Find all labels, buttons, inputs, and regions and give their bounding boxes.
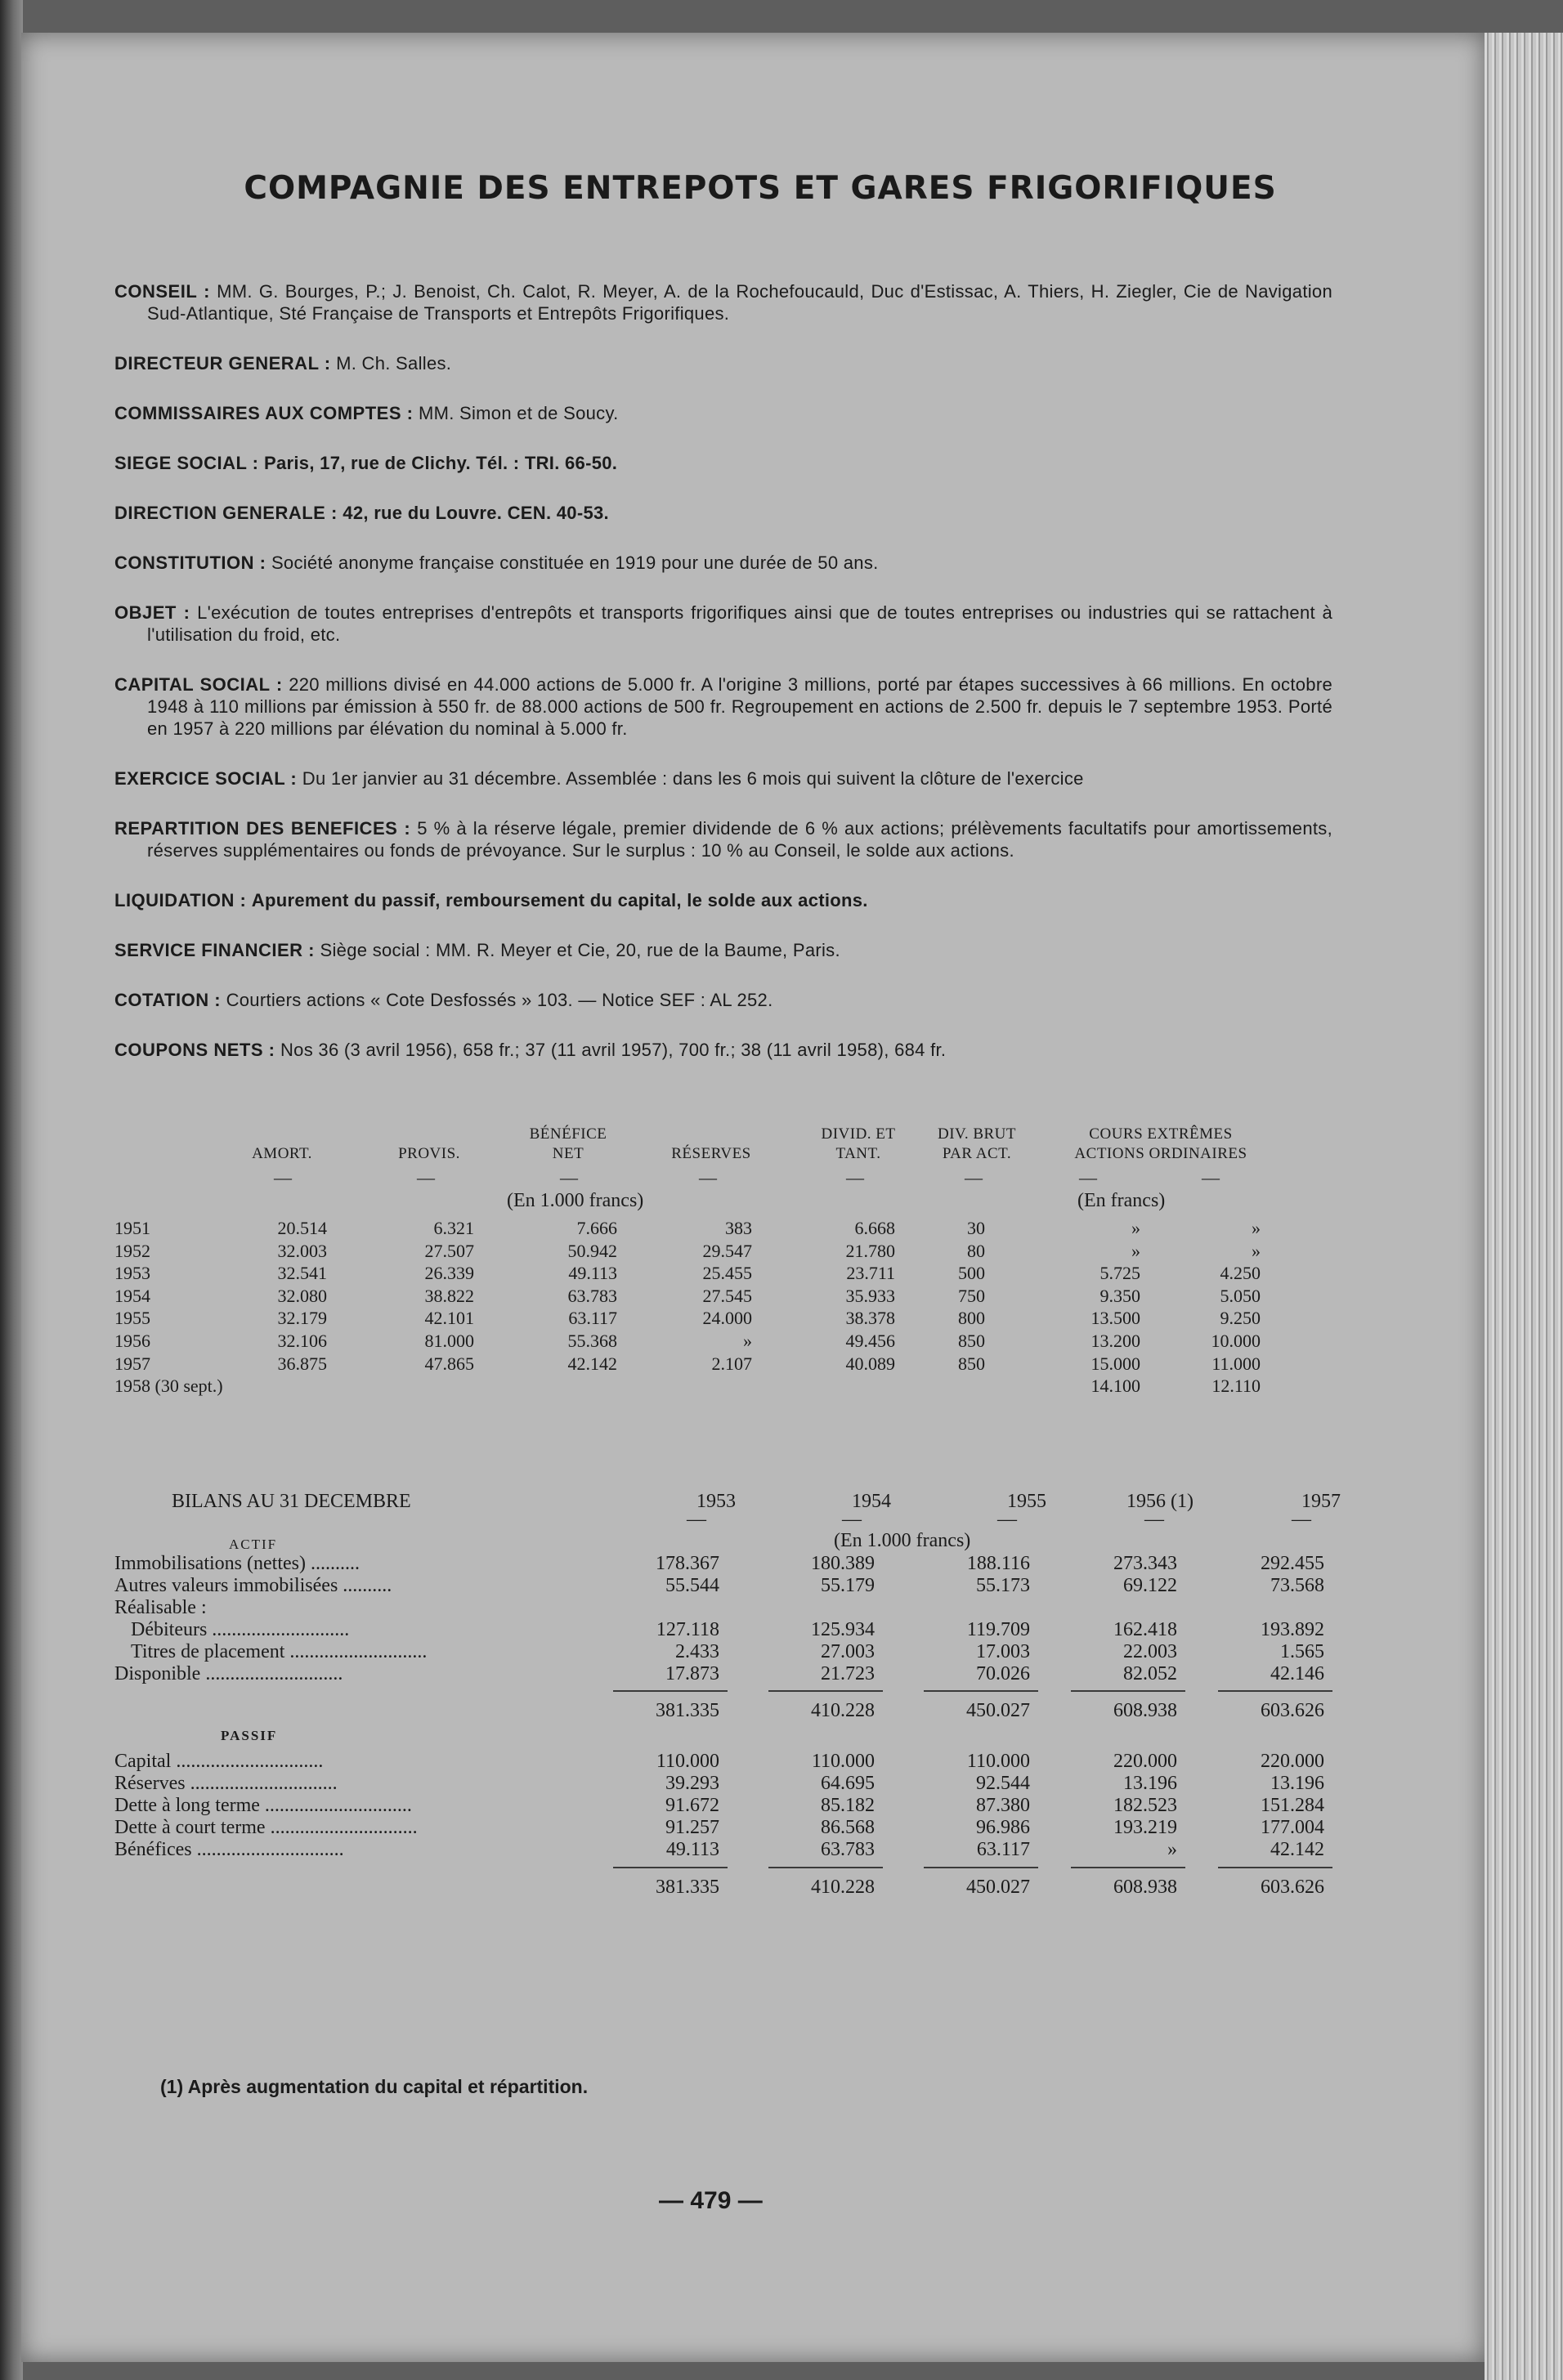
bilan-value: 55.173	[976, 1575, 1030, 1596]
bilan-value: 96.986	[976, 1817, 1030, 1838]
bilan-year: 1954	[852, 1491, 891, 1512]
value-cell: 38.822	[424, 1285, 474, 1306]
bilan-value: »	[1167, 1839, 1177, 1860]
year-cell: 1958 (30 sept.)	[114, 1376, 223, 1397]
column-rule: —	[965, 1167, 983, 1188]
value-cell: 55.368	[567, 1331, 617, 1351]
total-rule	[1218, 1690, 1332, 1692]
value-cell: 32.541	[277, 1263, 327, 1284]
bilan-value: 13.196	[1270, 1773, 1324, 1794]
year-cell: 1956	[114, 1331, 150, 1351]
footnote: (1) Après augmentation du capital et répartition.	[160, 2076, 589, 2097]
year-cell: 1951	[114, 1218, 150, 1238]
bilan-value: 64.695	[821, 1773, 875, 1794]
column-rule: —	[560, 1167, 578, 1188]
value-cell: 383	[725, 1218, 752, 1238]
value-cell: 24.000	[702, 1308, 752, 1329]
info-entry	[114, 452, 1332, 474]
value-cell: 32.106	[277, 1331, 327, 1351]
bilan-unit: (En 1.000 francs)	[834, 1530, 971, 1551]
value-cell: 6.321	[433, 1218, 474, 1238]
stock-row	[114, 1376, 1341, 1397]
info-label: DIRECTEUR GENERAL :	[114, 353, 331, 374]
bilan-value: 42.142	[1270, 1839, 1324, 1860]
info-label: SERVICE FINANCIER :	[114, 940, 316, 960]
stock-row	[114, 1241, 1341, 1262]
bilan-total: 603.626	[1261, 1700, 1324, 1721]
bilan-value: 180.389	[811, 1553, 875, 1574]
info-text: Siège social : MM. R. Meyer et Cie, 20, rue de la Baume, Paris.	[320, 940, 840, 960]
stock-unit-left: (En 1.000 francs)	[507, 1190, 644, 1211]
bilan-value: 110.000	[656, 1751, 719, 1772]
info-text: Paris, 17, rue de Clichy. Tél. : TRI. 66-50.	[264, 453, 618, 473]
info-entry	[114, 767, 1332, 790]
bilan-year: 1955	[1007, 1491, 1046, 1512]
bilan-value: 119.709	[966, 1619, 1030, 1640]
stock-row	[114, 1331, 1341, 1352]
value-cell: 81.000	[424, 1331, 474, 1351]
bilan-value: 42.146	[1270, 1663, 1324, 1684]
bilan-value: 177.004	[1261, 1817, 1324, 1838]
column-rule: —	[846, 1167, 864, 1188]
info-label: COMMISSAIRES AUX COMPTES :	[114, 403, 414, 423]
value-cell: 49.113	[568, 1263, 617, 1284]
bilan-total: 450.027	[966, 1700, 1030, 1721]
bilan-value: 63.783	[821, 1839, 875, 1860]
value-cell: »	[1131, 1240, 1140, 1261]
value-cell: 32.179	[277, 1308, 327, 1329]
value-cell: »	[1131, 1218, 1140, 1238]
bilan-row-label: Débiteurs ............................	[131, 1619, 350, 1640]
value-cell: »	[1252, 1218, 1261, 1238]
info-text: 5 % à la réserve légale, premier dividende de 6 % aux actions; prélèvements facultatifs pour amortissements, réserves supplémentaires ou fonds de prévoyance. Sur le surplus : 10 % au Conseil, le solde aux actions.	[147, 818, 1332, 861]
bilan-total: 381.335	[656, 1877, 719, 1898]
total-rule	[613, 1867, 728, 1868]
info-label: LIQUIDATION :	[114, 890, 247, 910]
bilan-value: 39.293	[665, 1773, 719, 1794]
info-entry	[114, 280, 1332, 324]
info-text: Société anonyme française constituée en 1919 pour une durée de 50 ans.	[271, 552, 879, 573]
bilan-value: 127.118	[656, 1619, 719, 1640]
info-text: M. Ch. Salles.	[336, 353, 452, 374]
info-entry	[114, 502, 1332, 524]
value-cell: 9.350	[1099, 1285, 1140, 1306]
bilan-value: 151.284	[1261, 1795, 1324, 1816]
info-text: L'exécution de toutes entreprises d'entrepôts et transports frigorifiques ainsi que de toutes entreprises ou industries qui se rattachent à l'utilisation du froid, etc.	[147, 602, 1332, 645]
page-edges	[1485, 33, 1563, 2380]
value-cell: 2.107	[711, 1353, 752, 1374]
bilan-row-label: Autres valeurs immobilisées ..........	[114, 1575, 392, 1596]
value-cell: 6.668	[854, 1218, 895, 1238]
year-cell: 1955	[114, 1308, 150, 1329]
stock-col-header: COURS EXTRÊMES ACTIONS ORDINAIRES	[1074, 1125, 1247, 1162]
info-entry	[114, 673, 1332, 740]
stock-row	[114, 1353, 1341, 1375]
bilan-value: 162.418	[1113, 1619, 1177, 1640]
stock-col-header: RÉSERVES	[671, 1145, 751, 1162]
stock-unit-right: (En francs)	[1077, 1190, 1166, 1211]
year-cell: 1954	[114, 1285, 150, 1306]
stock-row	[114, 1218, 1341, 1239]
value-cell: »	[743, 1331, 752, 1351]
bilan-row-label: Dette à long terme ..............................	[114, 1795, 412, 1816]
info-entry	[114, 817, 1332, 861]
value-cell: 38.378	[845, 1308, 895, 1329]
column-rule: —	[1292, 1509, 1311, 1530]
value-cell: 26.339	[424, 1263, 474, 1284]
bilan-year: 1956 (1)	[1126, 1491, 1194, 1512]
value-cell: 5.725	[1099, 1263, 1140, 1284]
value-cell: 21.780	[845, 1240, 895, 1261]
value-cell: 14.100	[1091, 1376, 1140, 1397]
stock-col-header: DIV. BRUT PAR ACT.	[938, 1125, 1016, 1162]
value-cell: 47.865	[424, 1353, 474, 1374]
value-cell: 10.000	[1211, 1331, 1261, 1351]
value-cell: 32.080	[277, 1285, 327, 1306]
info-label: COTATION :	[114, 990, 222, 1010]
bilan-value: 91.257	[665, 1817, 719, 1838]
bilan-value: 27.003	[821, 1641, 875, 1662]
column-rule: —	[687, 1509, 706, 1530]
column-rule: —	[997, 1509, 1017, 1530]
value-cell: 42.101	[424, 1308, 474, 1329]
total-rule	[768, 1690, 883, 1692]
info-entry	[114, 402, 1332, 424]
info-text: Nos 36 (3 avril 1956), 658 fr.; 37 (11 avril 1957), 700 fr.; 38 (11 avril 1958), 684 fr.	[280, 1040, 947, 1060]
info-text: 42, rue du Louvre. CEN. 40-53.	[343, 503, 609, 523]
value-cell: 42.142	[567, 1353, 617, 1374]
actif-heading: ACTIF	[229, 1537, 278, 1552]
info-label: CONSEIL :	[114, 281, 210, 302]
bilan-value: 86.568	[821, 1817, 875, 1838]
value-cell: 750	[958, 1285, 985, 1306]
total-rule	[768, 1867, 883, 1868]
value-cell: 15.000	[1091, 1353, 1140, 1374]
info-label: CONSTITUTION :	[114, 552, 266, 573]
bilan-total: 608.938	[1113, 1877, 1177, 1898]
document-page	[21, 33, 1485, 2362]
stock-table	[114, 1125, 1332, 1427]
bilan-value: 49.113	[665, 1839, 719, 1860]
value-cell: 5.050	[1220, 1285, 1261, 1306]
value-cell: 500	[958, 1263, 985, 1284]
bilan-value: 55.544	[665, 1575, 719, 1596]
bilan-value: 273.343	[1113, 1553, 1177, 1574]
bilan-value: 182.523	[1113, 1795, 1177, 1816]
column-rule: —	[1144, 1509, 1164, 1530]
total-rule	[924, 1867, 1038, 1868]
value-cell: 35.933	[845, 1285, 895, 1306]
value-cell: 800	[958, 1308, 985, 1329]
value-cell: 20.514	[277, 1218, 327, 1238]
page-number: — 479 —	[659, 2187, 763, 2214]
book-spine	[0, 0, 23, 2380]
value-cell: 9.250	[1220, 1308, 1261, 1329]
info-entry	[114, 602, 1332, 646]
value-cell: 32.003	[277, 1240, 327, 1261]
column-rule: —	[417, 1167, 435, 1188]
bilan-total: 450.027	[966, 1877, 1030, 1898]
value-cell: 25.455	[702, 1263, 752, 1284]
bilan-total: 608.938	[1113, 1700, 1177, 1721]
value-cell: 29.547	[702, 1240, 752, 1261]
bilan-row-label: Immobilisations (nettes) ..........	[114, 1553, 360, 1574]
column-rule: —	[274, 1167, 292, 1188]
bilan-value: 70.026	[976, 1663, 1030, 1684]
column-rule: —	[1079, 1167, 1097, 1188]
value-cell: 11.000	[1211, 1353, 1261, 1374]
info-entry	[114, 939, 1332, 961]
column-rule: —	[699, 1167, 717, 1188]
value-cell: 40.089	[845, 1353, 895, 1374]
bilan-value: 63.117	[976, 1839, 1030, 1860]
balance-sheet	[114, 1491, 1341, 2014]
bilan-value: 73.568	[1270, 1575, 1324, 1596]
bilan-value: 55.179	[821, 1575, 875, 1596]
value-cell: 4.250	[1220, 1263, 1261, 1284]
company-info	[114, 280, 1332, 1061]
value-cell: 36.875	[277, 1353, 327, 1374]
info-label: COUPONS NETS :	[114, 1040, 275, 1060]
value-cell: »	[1252, 1240, 1261, 1261]
bilan-total: 603.626	[1261, 1877, 1324, 1898]
info-text: Du 1er janvier au 31 décembre. Assemblée : dans les 6 mois qui suivent la clôture de l'exercice	[302, 768, 1084, 789]
bilan-value: 21.723	[821, 1663, 875, 1684]
info-label: DIRECTION GENERALE :	[114, 503, 338, 523]
year-cell: 1957	[114, 1353, 150, 1374]
bilan-total: 410.228	[811, 1700, 875, 1721]
stock-row	[114, 1263, 1341, 1284]
bilan-value: 220.000	[1261, 1751, 1324, 1772]
value-cell: 50.942	[567, 1240, 617, 1261]
value-cell: 13.200	[1091, 1331, 1140, 1351]
value-cell: 27.545	[702, 1285, 752, 1306]
bilan-title: BILANS AU 31 DECEMBRE	[172, 1491, 411, 1512]
value-cell: 7.666	[576, 1218, 617, 1238]
stock-col-header: DIVID. ET TANT.	[821, 1125, 896, 1162]
stock-col-header: AMORT.	[252, 1145, 312, 1162]
value-cell: 63.117	[568, 1308, 617, 1329]
info-label: EXERCICE SOCIAL :	[114, 768, 298, 789]
value-cell: 49.456	[845, 1331, 895, 1351]
page-content	[114, 170, 1341, 2014]
bilan-value: 125.934	[811, 1619, 875, 1640]
info-entry	[114, 889, 1332, 911]
column-rule: —	[842, 1509, 862, 1530]
realisable-label: Réalisable :	[114, 1597, 207, 1618]
bilan-row-label: Capital ..............................	[114, 1751, 324, 1772]
bilan-value: 82.052	[1123, 1663, 1177, 1684]
stock-col-header: PROVIS.	[398, 1145, 460, 1162]
bilan-value: 22.003	[1123, 1641, 1177, 1662]
info-entry	[114, 989, 1332, 1011]
bilan-value: 178.367	[656, 1553, 719, 1574]
bilan-value: 2.433	[675, 1641, 719, 1662]
bilan-value: 193.219	[1113, 1817, 1177, 1838]
info-label: REPARTITION DES BENEFICES :	[114, 818, 411, 839]
value-cell: 12.110	[1211, 1376, 1261, 1397]
total-rule	[1071, 1690, 1185, 1692]
info-text: MM. Simon et de Soucy.	[418, 403, 619, 423]
bilan-row-label: Bénéfices ..............................	[114, 1839, 344, 1860]
info-label: SIEGE SOCIAL :	[114, 453, 259, 473]
bilan-value: 91.672	[665, 1795, 719, 1816]
bilan-value: 17.003	[976, 1641, 1030, 1662]
info-text: Apurement du passif, remboursement du capital, le solde aux actions.	[251, 890, 868, 910]
bilan-row-label: Disponible ............................	[114, 1663, 343, 1684]
bilan-value: 292.455	[1261, 1553, 1324, 1574]
bilan-value: 69.122	[1123, 1575, 1177, 1596]
bilan-row-label: Titres de placement ............................	[131, 1641, 428, 1662]
value-cell: 63.783	[567, 1285, 617, 1306]
total-rule	[1071, 1867, 1185, 1868]
year-cell: 1952	[114, 1240, 150, 1261]
value-cell: 30	[967, 1218, 985, 1238]
total-rule	[924, 1690, 1038, 1692]
bilan-value: 87.380	[976, 1795, 1030, 1816]
info-text: MM. G. Bourges, P.; J. Benoist, Ch. Calot, R. Meyer, A. de la Rochefoucauld, Duc d'Estissac, A. Thiers, H. Ziegler, Cie de Navigation Sud-Atlantique, Sté Française de Transports et Entrepôts Frigorifiques.	[147, 281, 1332, 324]
value-cell: 27.507	[424, 1240, 474, 1261]
bilan-value: 193.892	[1261, 1619, 1324, 1640]
info-text: 220 millions divisé en 44.000 actions de 5.000 fr. A l'origine 3 millions, porté par étapes successives à 66 millions. En octobre 1948 à 110 millions par émission à 550 fr. de 88.000 actions de 500 fr. Regroupement en actions de 2.500 fr. depuis le 7 septembre 1953. Porté en 1957 à 220 millions par élévation du nominal à 5.000 fr.	[147, 674, 1332, 739]
bilan-total: 381.335	[656, 1700, 719, 1721]
bilan-value: 92.544	[976, 1773, 1030, 1794]
bilan-value: 13.196	[1123, 1773, 1177, 1794]
bilan-value: 17.873	[665, 1663, 719, 1684]
total-rule	[613, 1690, 728, 1692]
bilan-year: 1957	[1301, 1491, 1341, 1512]
info-entry	[114, 1039, 1332, 1061]
bilan-total: 410.228	[811, 1877, 875, 1898]
page-title: COMPAGNIE DES ENTREPOTS ET GARES FRIGORIFIQUES	[244, 170, 1277, 207]
total-rule	[1218, 1867, 1332, 1868]
value-cell: 850	[958, 1353, 985, 1374]
bilan-value: 110.000	[811, 1751, 875, 1772]
bilan-row-label: Dette à court terme ..............................	[114, 1817, 418, 1838]
year-cell: 1953	[114, 1263, 150, 1284]
bilan-value: 1.565	[1280, 1641, 1324, 1662]
bilan-row-label: Réserves ..............................	[114, 1773, 338, 1794]
info-entry	[114, 352, 1332, 374]
column-rule: —	[1202, 1167, 1220, 1188]
bilan-value: 220.000	[1113, 1751, 1177, 1772]
value-cell: 80	[967, 1240, 985, 1261]
info-text: Courtiers actions « Cote Desfossés » 103. — Notice SEF : AL 252.	[226, 990, 773, 1010]
info-entry	[114, 552, 1332, 574]
value-cell: 850	[958, 1331, 985, 1351]
value-cell: 23.711	[846, 1263, 895, 1284]
stock-row	[114, 1286, 1341, 1307]
bilan-year: 1953	[696, 1491, 736, 1512]
info-label: OBJET :	[114, 602, 190, 623]
passif-heading: PASSIF	[221, 1728, 278, 1743]
bilan-value: 110.000	[966, 1751, 1030, 1772]
bilan-value: 85.182	[821, 1795, 875, 1816]
stock-col-header: BÉNÉFICE NET	[529, 1125, 607, 1162]
bilan-value: 188.116	[966, 1553, 1030, 1574]
info-label: CAPITAL SOCIAL :	[114, 674, 283, 695]
value-cell: 13.500	[1091, 1308, 1140, 1329]
stock-row	[114, 1308, 1341, 1329]
